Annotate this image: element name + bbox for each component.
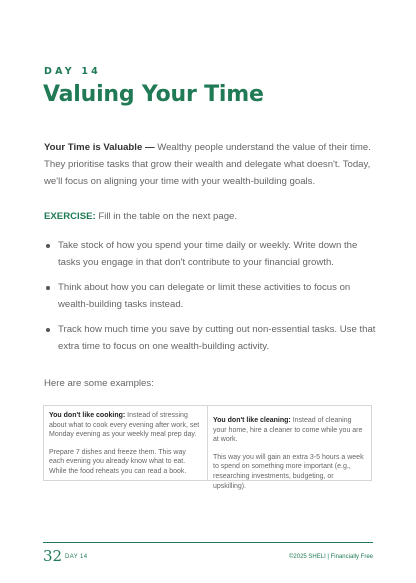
intro-lead: Your Time is Valuable — xyxy=(44,142,155,153)
example-cooking-cell xyxy=(44,406,207,480)
list-item-text: Take stock of how you spend your time daily or weekly. Write down the tasks you engage in that don't contribute to your financial growth. xyxy=(58,240,358,268)
day-label: DAY 14 xyxy=(44,66,101,77)
list-item xyxy=(44,279,376,313)
list-item-text: Think about how you can delegate or limit these activities to focus on wealth-building tasks instead. xyxy=(58,282,351,310)
bullet-dot-icon xyxy=(46,286,50,290)
example-cleaning-text: Instead of cleaning your home, hire a cleaner to come while you are at work. xyxy=(213,417,363,444)
example-cleaning-p2: This way you will gain an extra 3-5 hours a week to spend on something more important (e.g., researching investments, budgeting, or upskilling). xyxy=(213,453,364,490)
footer-copyright: ©2025 SHELI | Financially Free xyxy=(288,554,373,560)
exercise-label: EXERCISE: xyxy=(44,211,96,222)
example-cooking-text: Instead of stressing about what to cook every evening after work, set Monday evening as your weekly meal prep day. xyxy=(49,412,200,439)
footer-day-label: DAY 14 xyxy=(65,554,88,560)
example-cleaning-p1 xyxy=(213,416,366,445)
example-cleaning-cell xyxy=(207,406,371,490)
footer-divider xyxy=(43,542,373,543)
examples-table xyxy=(43,405,372,490)
list-item xyxy=(44,237,376,271)
examples-intro: Here are some examples: xyxy=(44,378,154,389)
example-cooking-p2: Prepare 7 dishes and freeze them. This way each evening you already know what to eat. While the food reheats you can read a book. xyxy=(49,448,187,475)
page-number: 32 xyxy=(43,547,63,565)
intro-text: Wealthy people understand the value of their time. They prioritise tasks that grow their wealth and delegate what doesn't. Today, we'll focus on aligning your time with your wealth-building goals. xyxy=(44,142,371,187)
exercise-text: Fill in the table on the next page. xyxy=(95,211,238,222)
example-cleaning-head: You don't like cleaning: xyxy=(213,417,291,424)
exercise-line xyxy=(44,210,380,224)
bullet-dot-icon xyxy=(46,328,50,332)
example-cooking-head: You don't like cooking: xyxy=(49,412,126,419)
list-item-text: Track how much time you save by cutting out non-essential tasks. Use that extra time to focus on one wealth-building activity. xyxy=(58,324,376,352)
example-cooking-p1 xyxy=(49,411,202,440)
intro-paragraph xyxy=(44,139,380,190)
list-item xyxy=(44,321,376,355)
page-title: Valuing Your Time xyxy=(43,82,264,107)
bullet-dot-icon xyxy=(46,244,50,248)
task-bullet-list xyxy=(44,237,376,363)
